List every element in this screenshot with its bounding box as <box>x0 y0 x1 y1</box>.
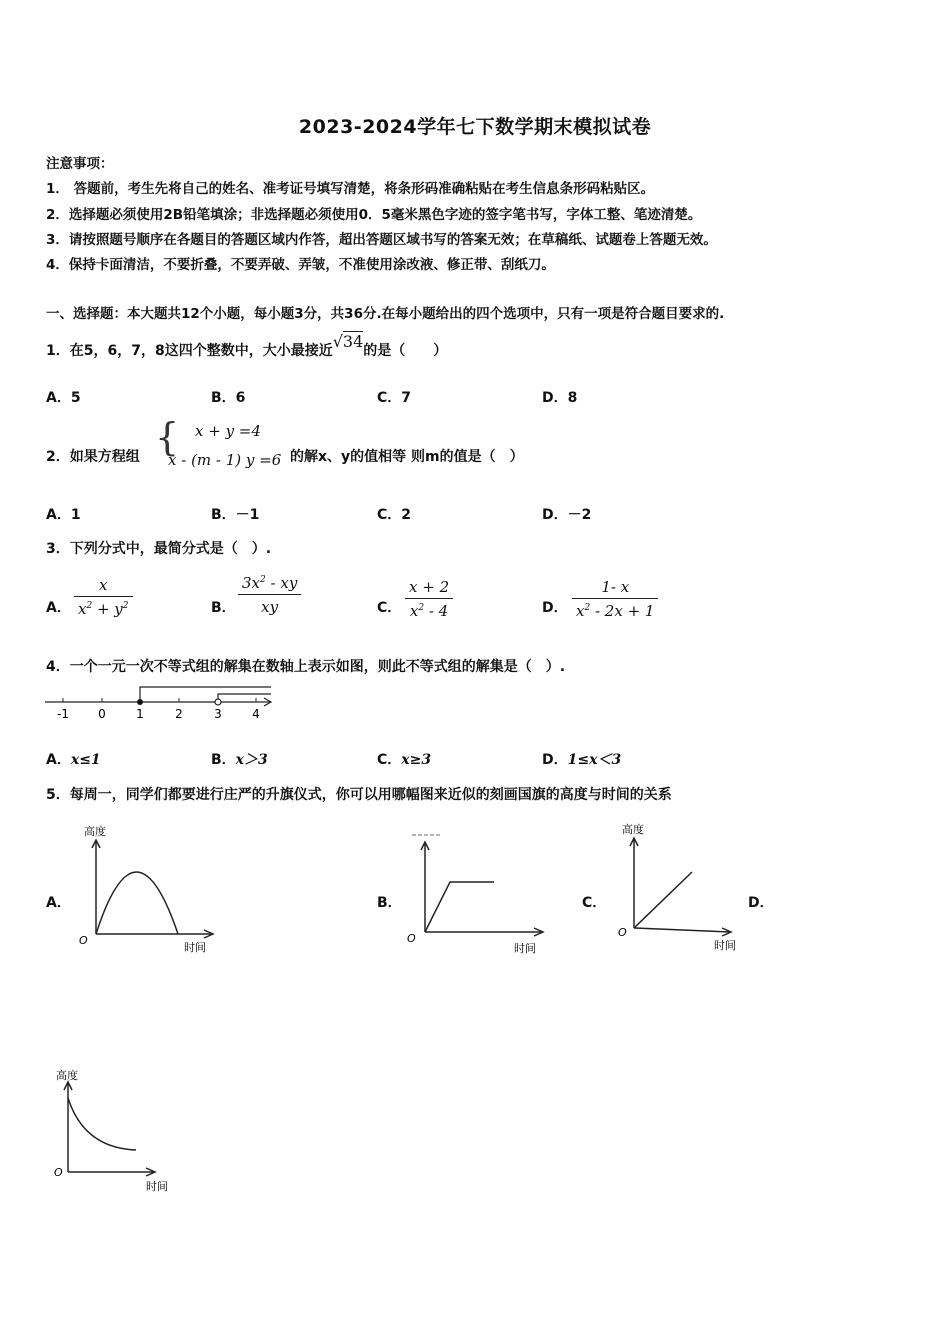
q1-option-c: C．7 <box>377 390 412 406</box>
q3-c-denominator: $x^2 - 4$ <box>405 598 453 620</box>
q2-brace: { <box>155 415 180 459</box>
question-1 <box>46 332 448 360</box>
q5-stem: 5．每周一，同学们都要进行庄严的升旗仪式，你可以用哪幅图来近似的刻画国旗的高度与时间的关系 <box>46 787 672 803</box>
q4-option-d: D．1≤x＜3 <box>542 752 622 768</box>
q1-stem-post: 的是（ ） <box>363 343 448 359</box>
q1-option-a: A．5 <box>46 390 81 406</box>
q3-stem: 3．下列分式中，最简分式是（ ）. <box>46 541 272 557</box>
q2-stem-post: 的解x、y的值相等 则m的值是（ ） <box>290 449 524 465</box>
q2-equation-1: x + y =4 <box>195 422 261 440</box>
q3-label-a: A． <box>46 600 71 616</box>
origin-label: O <box>54 1166 63 1179</box>
q2-option-a: A．1 <box>46 507 81 523</box>
q3-label-d: D． <box>542 600 568 616</box>
sqrt-radicand: 34 <box>342 332 364 351</box>
q4-option-b: B．x＞3 <box>211 752 268 768</box>
graph-b <box>404 828 554 958</box>
axis-y-label: 高度 <box>84 825 106 838</box>
q2-equation-2: x - (m - 1) y =6 <box>168 451 282 469</box>
axis-x-label: 时间 <box>714 939 736 952</box>
page-title: 2023-2024学年七下数学期末模拟试卷 <box>298 116 652 138</box>
q5-label-d: D． <box>748 895 774 911</box>
axis-y-label: 高度 <box>56 1069 78 1082</box>
q3-a-denominator: $x^2 + y^2$ <box>74 596 133 618</box>
graph-a <box>76 820 226 958</box>
curve-rise-then-flat <box>425 882 494 932</box>
q1-option-d: D．8 <box>542 390 578 406</box>
graph-d <box>48 1062 188 1194</box>
q4-option-c: C．x≥3 <box>377 752 432 768</box>
closed-dot <box>137 699 143 705</box>
q2-option-d: D．－2 <box>542 507 592 523</box>
q5-label-a: A． <box>46 895 71 911</box>
q4-stem: 4．一个一元一次不等式组的解集在数轴上表示如图，则此不等式组的解集是（ ）. <box>46 659 566 675</box>
axis-x-label: 时间 <box>146 1180 168 1193</box>
curve-decay <box>68 1098 136 1150</box>
x-axis <box>634 928 730 932</box>
tick-label: 3 <box>214 707 222 721</box>
number-line <box>40 682 280 724</box>
q5-label-c: C． <box>582 895 607 911</box>
graph-c <box>614 818 754 956</box>
tick-label: 1 <box>136 707 144 721</box>
curve-parabola <box>96 872 178 934</box>
open-dot <box>215 699 221 705</box>
notice-item-4: 4．保持卡面清洁，不要折叠，不要弄破、弄皱，不准使用涂改液、修正带、刮纸刀。 <box>46 257 555 273</box>
curve-linear <box>634 872 692 928</box>
notice-item-2: 2．选择题必须使用2B铅笔填涂；非选择题必须使用0．5毫米黑色字迹的签字笔书写，字体工整、笔迹清楚。 <box>46 207 702 223</box>
origin-label: O <box>407 932 416 945</box>
q3-d-numerator: 1- x <box>601 578 630 596</box>
q3-a-numerator: x <box>99 576 108 594</box>
solution-bracket-2 <box>218 694 271 702</box>
q3-b-numerator: $3x^2$ - xy <box>242 574 298 592</box>
q2-option-b: B．－1 <box>211 507 260 523</box>
axis-x-label: 时间 <box>514 942 536 955</box>
q1-stem-pre: 1．在5，6，7，8这四个整数中，大小最接近 <box>46 343 333 359</box>
q3-b-denominator: xy <box>238 594 301 616</box>
axis-y-label: 高度 <box>622 823 644 836</box>
tick-label: -1 <box>57 707 69 721</box>
axis-x-label: 时间 <box>184 941 206 954</box>
q3-fraction-a <box>74 576 133 618</box>
tick-label: 4 <box>252 707 260 721</box>
q5-label-b: B． <box>377 895 402 911</box>
q3-label-b: B． <box>211 600 236 616</box>
sqrt-symbol: √34 <box>332 332 364 351</box>
q3-fraction-b <box>238 574 301 616</box>
q3-fraction-d <box>572 578 658 620</box>
q3-fraction-c <box>405 578 453 620</box>
section-heading: 一、选择题：本大题共12个小题，每小题3分，共36分.在每小题给出的四个选项中，只有一项是符合题目要求的. <box>46 306 725 322</box>
tick-label: 2 <box>175 707 183 721</box>
q3-d-denominator: $x^2 - 2x + 1$ <box>572 598 658 620</box>
q2-option-c: C．2 <box>377 507 412 523</box>
q3-label-c: C． <box>377 600 402 616</box>
notice-item-3: 3．请按照题号顺序在各题目的答题区域内作答，超出答题区域书写的答案无效；在草稿纸、试题卷上答题无效。 <box>46 232 717 248</box>
q2-stem-pre: 2．如果方程组 <box>46 449 140 465</box>
q1-option-b: B．6 <box>211 390 246 406</box>
notice-heading: 注意事项： <box>46 156 114 172</box>
notice-item-1: 1． 答题前，考生先将自己的姓名、准考证号填写清楚，将条形码准确粘贴在考生信息条形码粘贴区。 <box>46 181 655 197</box>
tick-label: 0 <box>98 707 106 721</box>
origin-label: O <box>79 934 88 947</box>
q3-c-numerator: x + 2 <box>409 578 450 596</box>
q4-option-a: A．x≤1 <box>46 752 101 768</box>
origin-label: O <box>618 926 627 939</box>
